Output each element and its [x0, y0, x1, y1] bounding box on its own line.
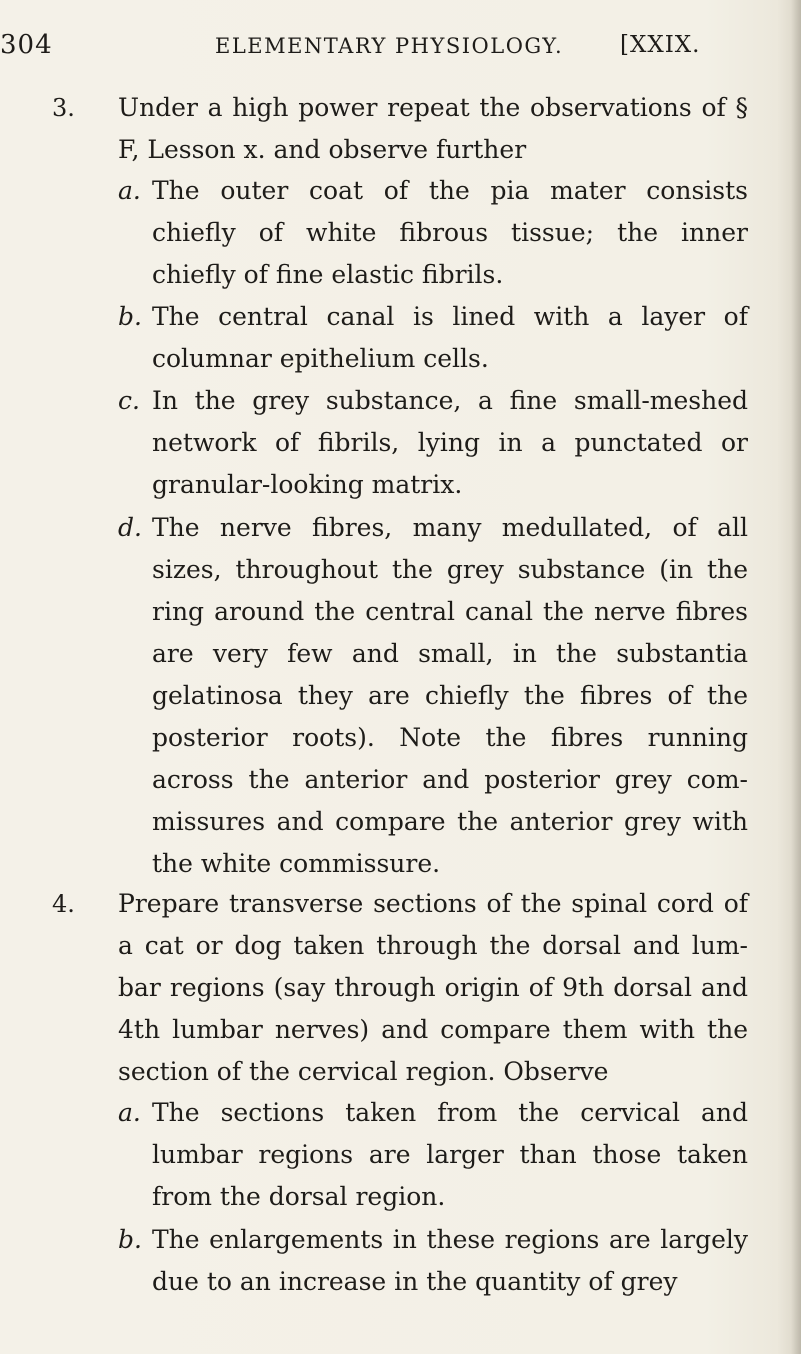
page-number: 304 [0, 30, 53, 60]
item-number: 4. [52, 890, 75, 918]
subitem-text: The outer coat of the pia mater consists chiefly of white fibrous tissue; the inner chiefly of fine elastic fibrils. [152, 176, 748, 289]
subitem-4b [118, 1219, 748, 1303]
subitem-letter: c. [118, 386, 140, 415]
subitem-text: The central canal is lined with a layer of columnar epithelium cells. [152, 302, 748, 373]
item-intro: Prepare transverse sections of the spinal cord of a cat or dog taken through the dorsal and lum- bar regions (say through origin of 9th dorsal and 4th lumbar nerves) and compare them with the section of the cervical region. Observe [118, 889, 748, 1086]
subitem-3b [118, 296, 748, 380]
subitem-4a [118, 1092, 748, 1218]
item-intro: Under a high power repeat the observations of § F, Lesson x. and observe further [118, 93, 748, 164]
section-reference: [XXIX. [620, 32, 701, 58]
subitem-letter: b. [118, 302, 142, 331]
subitem-3d [118, 507, 748, 885]
subitem-3c [118, 380, 748, 506]
running-header [0, 30, 801, 70]
item-number: 3. [52, 94, 75, 122]
subitem-3a [118, 170, 748, 296]
subitem-letter: d. [118, 513, 142, 542]
subitem-text: The sections taken from the cervical and lumbar regions are larger than those taken from the dorsal region. [152, 1098, 748, 1211]
subitem-letter: b. [118, 1225, 142, 1254]
running-title: ELEMENTARY PHYSIOLOGY. [215, 34, 564, 58]
subitem-text: In the grey substance, a fine small-meshed network of fibrils, lying in a punctated or granular-looking matrix. [152, 386, 748, 499]
subitem-letter: a. [118, 176, 141, 205]
page-edge-shadow [791, 0, 801, 1354]
subitem-letter: a. [118, 1098, 141, 1127]
subitem-text: The enlargements in these regions are largely due to an increase in the quantity of grey [152, 1225, 748, 1296]
subitem-text: The nerve fibres, many medullated, of all sizes, throughout the grey substance (in the ring around the central canal the nerve fibres are very few and small, in the substantia gelatinosa they are chiefly the fibres of the posterior roots). Note the fibres running across the anterior and posterior grey com- missures and compare the anterior grey with the white commissure. [152, 513, 748, 878]
